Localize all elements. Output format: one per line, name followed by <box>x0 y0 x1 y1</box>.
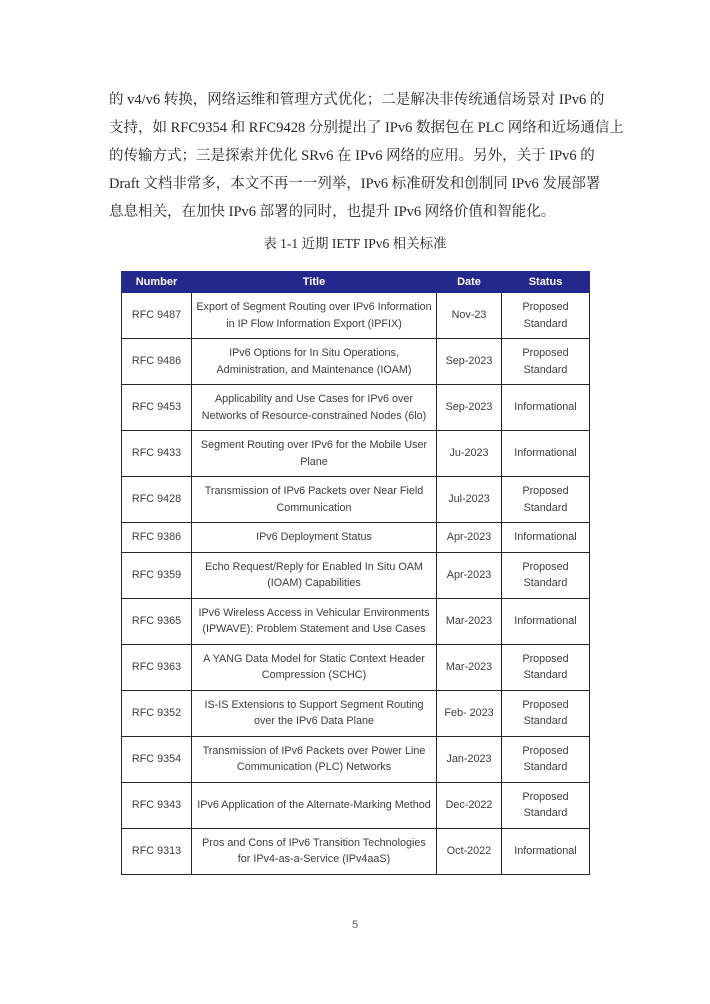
rfc-date-cell: Nov-23 <box>437 293 502 339</box>
rfc-date-cell: Feb- 2023 <box>437 690 502 736</box>
rfc-number-cell: RFC 9386 <box>122 523 192 553</box>
rfc-number-cell: RFC 9433 <box>122 431 192 477</box>
rfc-title-cell: IPv6 Options for In Situ Operations, Administration, and Maintenance (IOAM) <box>192 339 437 385</box>
rfc-number-cell: RFC 9453 <box>122 385 192 431</box>
rfc-number-cell: RFC 9343 <box>122 782 192 828</box>
paragraph-line: 息息相关，在加快 IPv6 部署的同时，也提升 IPv6 网络价值和智能化。 <box>109 204 556 220</box>
rfc-date-cell: Apr-2023 <box>437 523 502 553</box>
rfc-title-cell: IPv6 Application of the Alternate-Marking Method <box>192 782 437 828</box>
rfc-status-cell: Informational <box>502 431 590 477</box>
column-header-number: Number <box>122 272 192 293</box>
table-row <box>122 523 590 553</box>
rfc-status-cell: Proposed Standard <box>502 477 590 523</box>
table-header-row <box>122 272 590 293</box>
rfc-date-cell: Ju-2023 <box>437 431 502 477</box>
rfc-date-cell: Oct-2022 <box>437 828 502 874</box>
rfc-status-cell: Proposed Standard <box>502 339 590 385</box>
rfc-number-cell: RFC 9428 <box>122 477 192 523</box>
table-row <box>122 552 590 598</box>
column-header-title: Title <box>192 272 437 293</box>
rfc-status-cell: Informational <box>502 598 590 644</box>
table-row <box>122 736 590 782</box>
rfc-title-cell: Echo Request/Reply for Enabled In Situ OAM (IOAM) Capabilities <box>192 552 437 598</box>
table-caption: 表 1-1 近期 IETF IPv6 相关标准 <box>263 236 447 251</box>
rfc-title-cell: IPv6 Deployment Status <box>192 523 437 553</box>
paragraph-line: Draft 文档非常多，本文不再一一列举，IPv6 标准研发和创制同 IPv6 发展部署 <box>109 176 601 192</box>
rfc-title-cell: IS-IS Extensions to Support Segment Routing over the IPv6 Data Plane <box>192 690 437 736</box>
table-row <box>122 339 590 385</box>
table-row <box>122 385 590 431</box>
rfc-status-cell: Proposed Standard <box>502 736 590 782</box>
rfc-status-cell: Proposed Standard <box>502 552 590 598</box>
rfc-title-cell: IPv6 Wireless Access in Vehicular Environments (IPWAVE): Problem Statement and Use Cases <box>192 598 437 644</box>
rfc-title-cell: Transmission of IPv6 Packets over Near Field Communication <box>192 477 437 523</box>
rfc-date-cell: Sep-2023 <box>437 385 502 431</box>
rfc-number-cell: RFC 9352 <box>122 690 192 736</box>
table-row <box>122 828 590 874</box>
rfc-title-cell: Segment Routing over IPv6 for the Mobile User Plane <box>192 431 437 477</box>
rfc-title-cell: Transmission of IPv6 Packets over Power Line Communication (PLC) Networks <box>192 736 437 782</box>
rfc-number-cell: RFC 9365 <box>122 598 192 644</box>
rfc-standards-table <box>121 271 590 875</box>
rfc-number-cell: RFC 9487 <box>122 293 192 339</box>
rfc-date-cell: Jan-2023 <box>437 736 502 782</box>
column-header-date: Date <box>437 272 502 293</box>
rfc-date-cell: Apr-2023 <box>437 552 502 598</box>
page-number: 5 <box>351 919 359 931</box>
table-row <box>122 598 590 644</box>
rfc-status-cell: Proposed Standard <box>502 644 590 690</box>
rfc-title-cell: A YANG Data Model for Static Context Header Compression (SCHC) <box>192 644 437 690</box>
rfc-status-cell: Proposed Standard <box>502 782 590 828</box>
rfc-number-cell: RFC 9359 <box>122 552 192 598</box>
rfc-date-cell: Dec-2022 <box>437 782 502 828</box>
rfc-table-body <box>122 293 590 875</box>
rfc-number-cell: RFC 9313 <box>122 828 192 874</box>
rfc-title-cell: Pros and Cons of IPv6 Transition Technologies for IPv4-as-a-Service (IPv4aaS) <box>192 828 437 874</box>
rfc-number-cell: RFC 9486 <box>122 339 192 385</box>
paragraph-line: 的 v4/v6 转换，网络运维和管理方式优化；二是解决非传统通信场景对 IPv6 的 <box>109 92 605 108</box>
table-row <box>122 690 590 736</box>
rfc-title-cell: Export of Segment Routing over IPv6 Information in IP Flow Information Export (IPFIX) <box>192 293 437 339</box>
paragraph-line: 的传输方式；三是探索并优化 SRv6 在 IPv6 网络的应用。另外，关于 IPv6 的 <box>109 148 595 164</box>
rfc-status-cell: Informational <box>502 828 590 874</box>
table-row <box>122 293 590 339</box>
table-row <box>122 644 590 690</box>
rfc-status-cell: Proposed Standard <box>502 293 590 339</box>
rfc-title-cell: Applicability and Use Cases for IPv6 over Networks of Resource-constrained Nodes (6lo) <box>192 385 437 431</box>
table-row <box>122 477 590 523</box>
table-row <box>122 782 590 828</box>
paragraph-line: 支持，如 RFC9354 和 RFC9428 分别提出了 IPv6 数据包在 PLC 网络和近场通信上 <box>109 120 624 136</box>
column-header-status: Status <box>502 272 590 293</box>
rfc-date-cell: Sep-2023 <box>437 339 502 385</box>
rfc-number-cell: RFC 9354 <box>122 736 192 782</box>
rfc-date-cell: Mar-2023 <box>437 598 502 644</box>
rfc-date-cell: Jul-2023 <box>437 477 502 523</box>
rfc-date-cell: Mar-2023 <box>437 644 502 690</box>
rfc-status-cell: Informational <box>502 385 590 431</box>
rfc-status-cell: Proposed Standard <box>502 690 590 736</box>
body-paragraph <box>109 86 624 226</box>
rfc-number-cell: RFC 9363 <box>122 644 192 690</box>
table-row <box>122 431 590 477</box>
rfc-status-cell: Informational <box>502 523 590 553</box>
